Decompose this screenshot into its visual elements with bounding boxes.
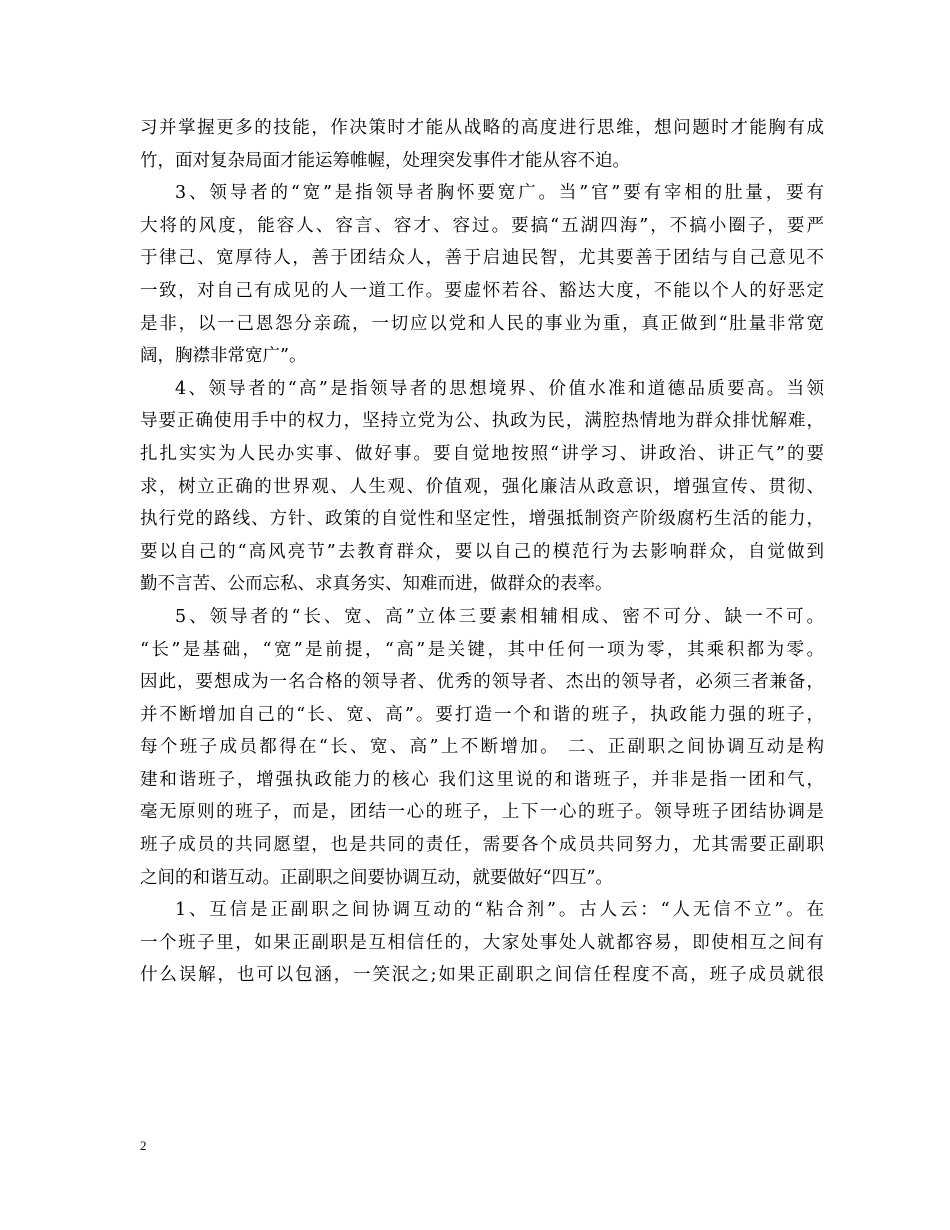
paragraph-start-line: 1、互信是正副职之间协调互动的“粘合剂”。古人云：“人无信不立”。在 — [175, 900, 824, 921]
text-line: 导要正确使用手中的权力，坚持立党为公、执政为民，满腔热情地为群众排忧解难， — [140, 411, 824, 432]
text-line: 竹，面对复杂局面才能运筹帷幄，处理突发事件才能从容不迫。 — [140, 150, 630, 171]
text-line: 执行党的路线、方针、政策的自觉性和坚定性，增强抵制资产阶级腐朽生活的能力， — [140, 509, 824, 530]
text-line: 并不断增加自己的“长、宽、高”。要打造一个和谐的班子，执政能力强的班子， — [140, 704, 824, 725]
text-line: 因此，要想成为一名合格的领导者、优秀的领导者、杰出的领导者，必须三者兼备， — [140, 672, 824, 693]
text-line: 求，树立正确的世界观、人生观、价值观，强化廉洁从政意识，增强宣传、贯彻、 — [140, 476, 824, 497]
text-line: 是非，以一己恩怨分亲疏，一切应以党和人民的事业为重，真正做到“肚量非常宽 — [140, 313, 824, 334]
text-line: 一个班子里，如果正副职是互相信任的，大家处事处人就都容易，即使相互之间有 — [140, 932, 824, 953]
text-line: “长”是基础，“宽”是前提，“高”是关键，其中任何一项为零，其乘积都为零。 — [140, 639, 824, 660]
text-line: 一致，对自己有成见的人一道工作。要虚怀若谷、豁达大度，不能以个人的好恶定 — [140, 280, 824, 301]
paragraph-start-line: 3、领导者的“宽”是指领导者胸怀要宽广。当”官”要有宰相的肚量，要有 — [175, 183, 824, 204]
text-line: 于律己、宽厚待人，善于团结众人，善于启迪民智，尤其要善于团结与自己意见不 — [140, 248, 824, 269]
text-line: 阔，胸襟非常宽广”。 — [140, 346, 307, 367]
text-line: 建和谐班子，增强执政能力的核心 我们这里说的和谐班子，并非是指一团和气， — [140, 769, 824, 790]
paragraph-start-line: 4、领导者的“高”是指领导者的思想境界、价值水准和道德品质要高。当领 — [175, 378, 824, 399]
text-line: 要以自己的“高风亮节”去教育群众，要以自己的模范行为去影响群众，自觉做到 — [140, 541, 824, 562]
paragraph-start-line: 5、领导者的“长、宽、高”立体三要素相辅相成、密不可分、缺一不可。 — [175, 606, 824, 627]
text-line: 什么误解，也可以包涵，一笑泯之;如果正副职之间信任程度不高，班子成员就很 — [140, 965, 824, 986]
text-line: 每个班子成员都得在“长、宽、高”上不断增加。 二、正副职之间协调互动是构 — [140, 737, 824, 758]
page-number: 2 — [140, 1138, 147, 1153]
text-line: 勤不言苦、公而忘私、求真务实、知难而进，做群众的表率。 — [140, 574, 613, 595]
text-line: 扎扎实实为人民办实事、做好事。要自觉地按照“讲学习、讲政治、讲正气”的要 — [140, 443, 824, 464]
text-line: 班子成员的共同愿望，也是共同的责任，需要各个成员共同努力，尤其需要正副职 — [140, 835, 824, 856]
text-line: 习并掌握更多的技能，作决策时才能从战略的高度进行思维，想问题时才能胸有成 — [140, 118, 824, 138]
text-line: 之间的和谐互动。正副职之间要协调互动，就要做好“四互”。 — [140, 867, 613, 888]
text-line: 毫无原则的班子，而是，团结一心的班子，上下一心的班子。领导班子团结协调是 — [140, 802, 824, 823]
body-text — [140, 112, 824, 992]
text-line: 大将的风度，能容人、容言、容才、容过。要搞“五湖四海”，不搞小圈子，要严 — [140, 215, 824, 236]
